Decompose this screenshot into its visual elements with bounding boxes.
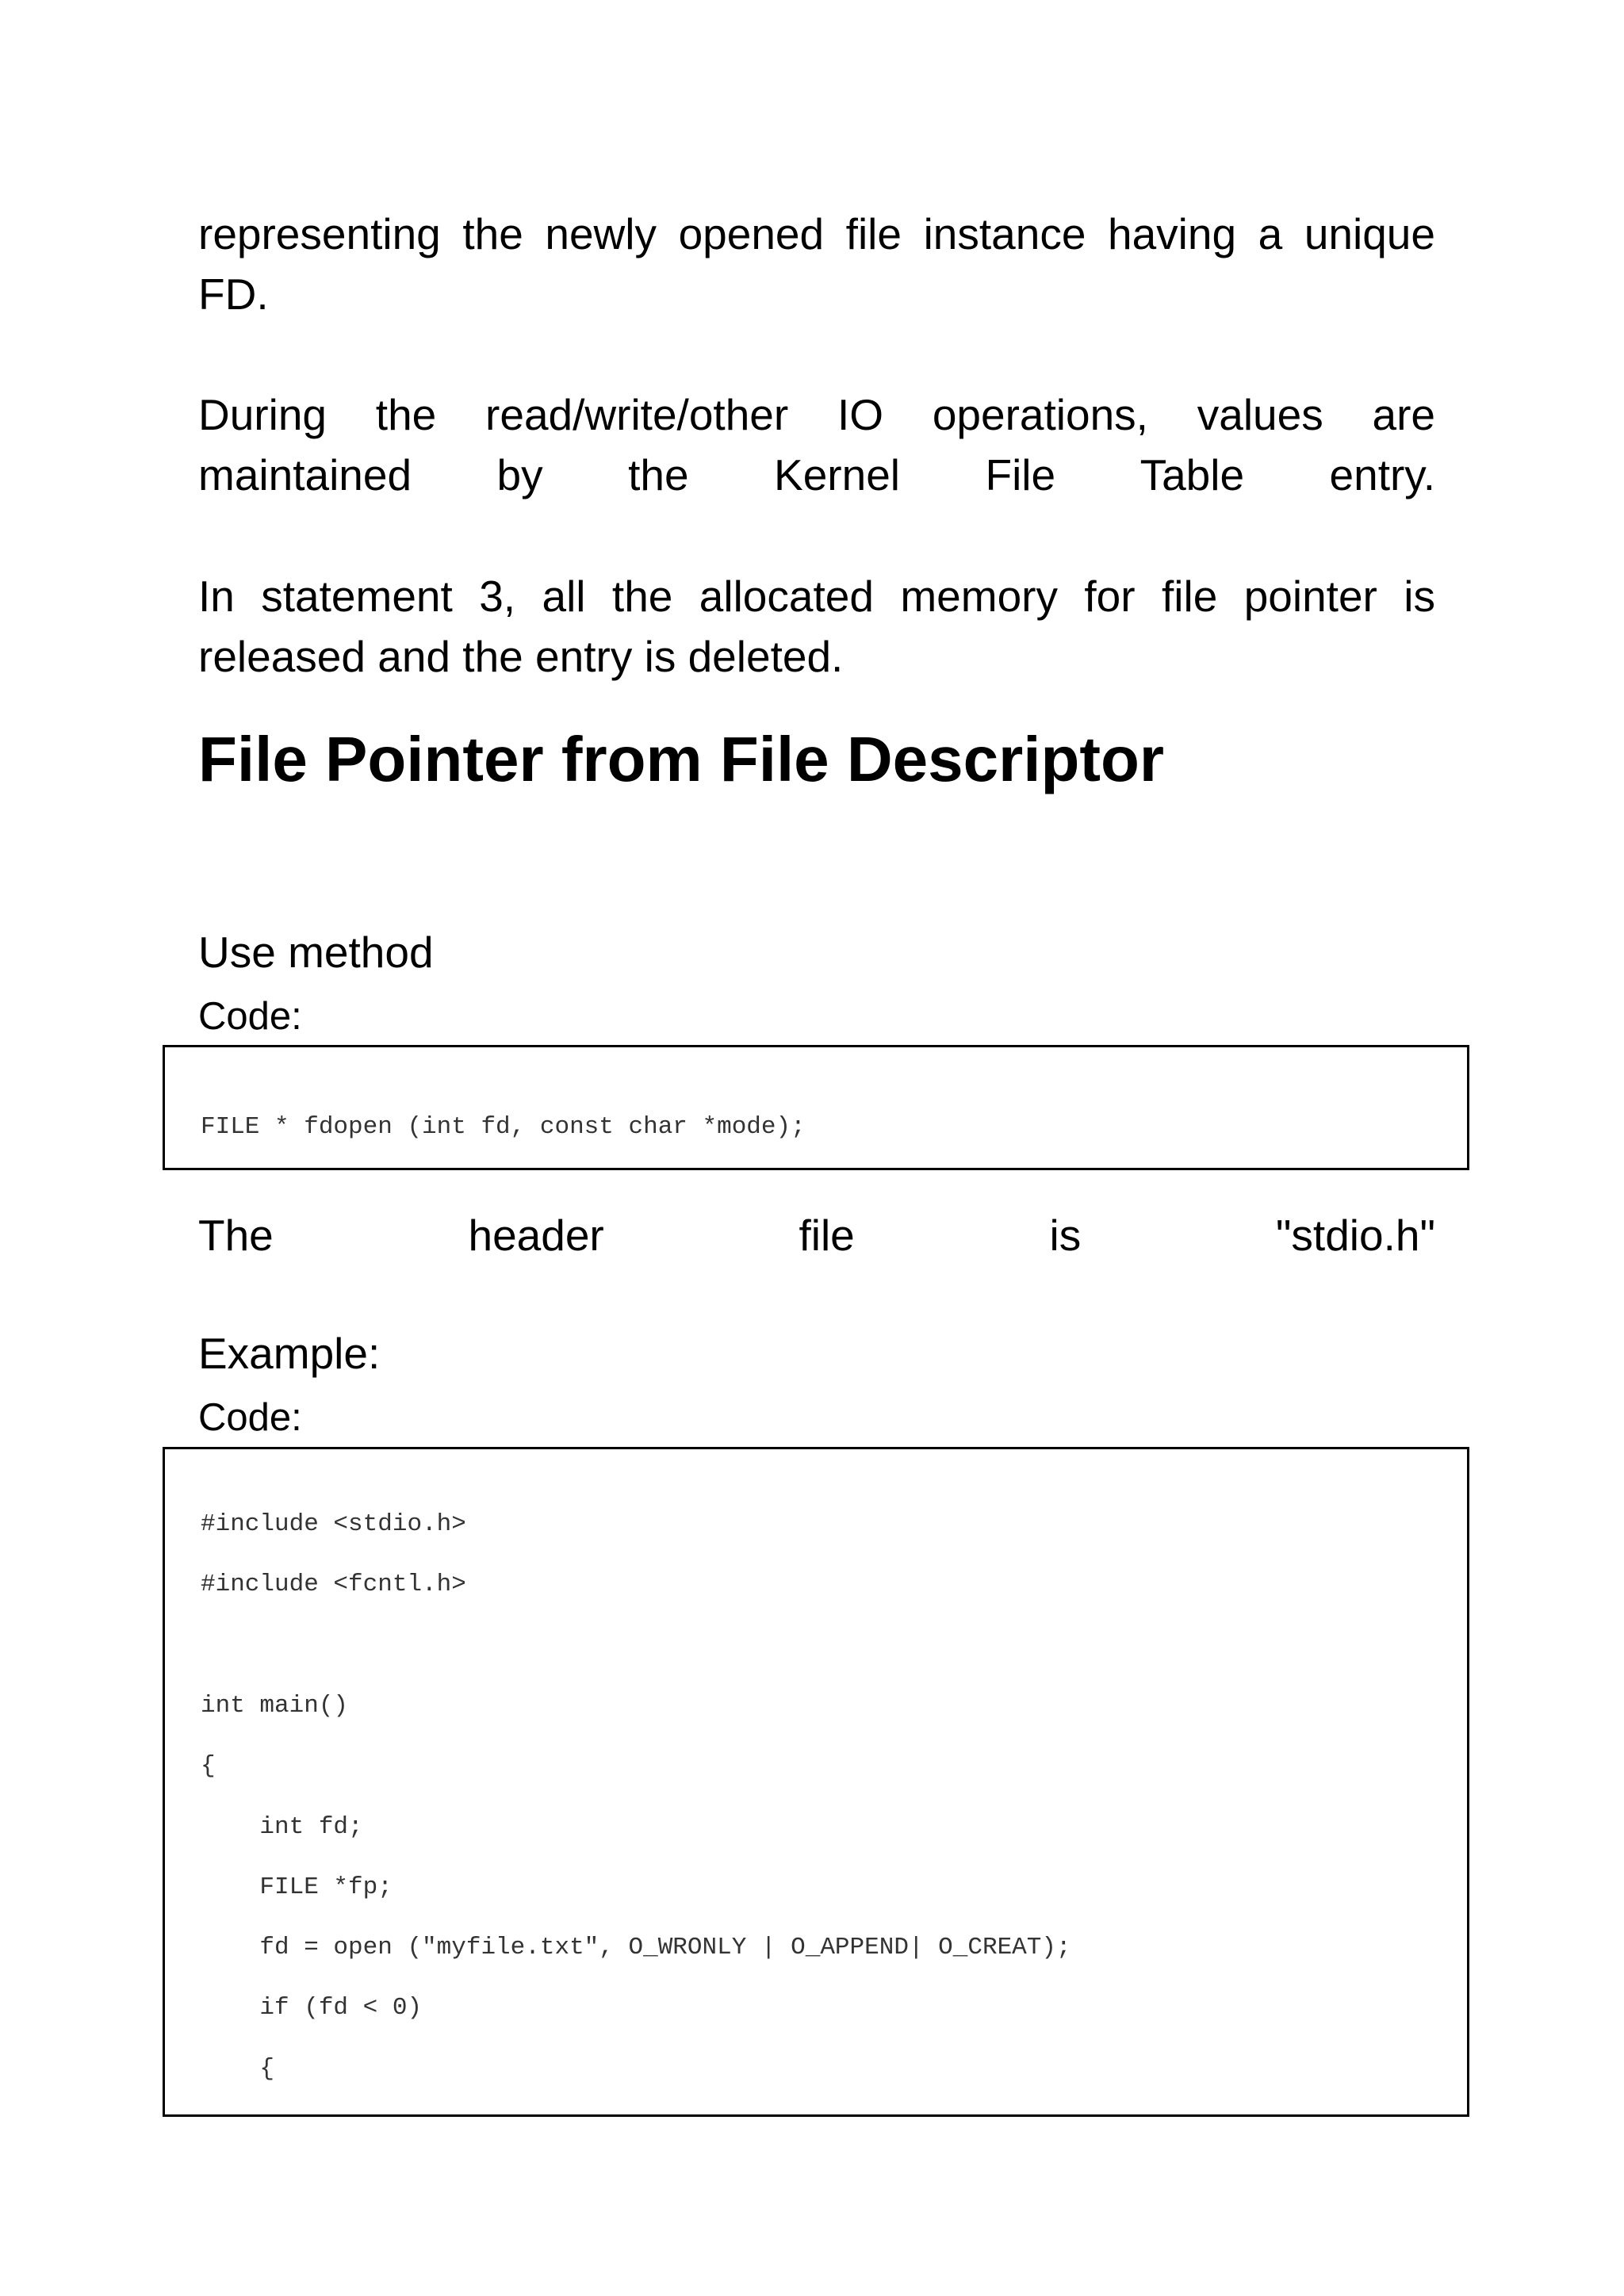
paragraph-line: During the read/write/other IO operations, values are: [198, 390, 1435, 439]
code-line: #include <fcntl.h>: [201, 1571, 466, 1599]
code-line: {: [201, 1752, 216, 1781]
code-label: Code:: [198, 1396, 302, 1439]
code-line: FILE *fp;: [201, 1873, 393, 1901]
example-label: Example:: [198, 1329, 381, 1378]
paragraph-header-file: [198, 1205, 1435, 1265]
code-label: Code:: [198, 995, 302, 1038]
paragraph-line: representing the newly opened file instance having a unique: [198, 209, 1435, 258]
paragraph-io-operations: [198, 385, 1435, 505]
paragraph-line: maintained by the Kernel File Table entry.: [198, 450, 1435, 499]
code-block-example: [163, 1447, 1469, 2117]
paragraph-line: released and the entry is deleted.: [198, 632, 844, 681]
paragraph-line: FD.: [198, 270, 269, 319]
code-line: fd = open ("myfile.txt", O_WRONLY | O_APPEND| O_CREAT);: [201, 1934, 1071, 1962]
paragraph-fd-instance: [198, 204, 1435, 324]
section-heading: File Pointer from File Descriptor: [198, 724, 1165, 794]
code-line: int fd;: [201, 1812, 363, 1841]
paragraph-line: The header file is "stdio.h": [198, 1211, 1435, 1260]
paragraph-line: In statement 3, all the allocated memory for file pointer is: [198, 572, 1435, 621]
code-line: if (fd < 0): [201, 1994, 423, 2022]
use-method-label: Use method: [198, 928, 434, 977]
code-line: {: [201, 2054, 275, 2083]
code-block-fdopen: [163, 1045, 1469, 1170]
code-line: #include <stdio.h>: [201, 1510, 466, 1538]
code-line: FILE * fdopen (int fd, const char *mode);: [201, 1113, 806, 1141]
paragraph-statement-3: [198, 566, 1435, 687]
code-line: int main(): [201, 1691, 349, 1720]
